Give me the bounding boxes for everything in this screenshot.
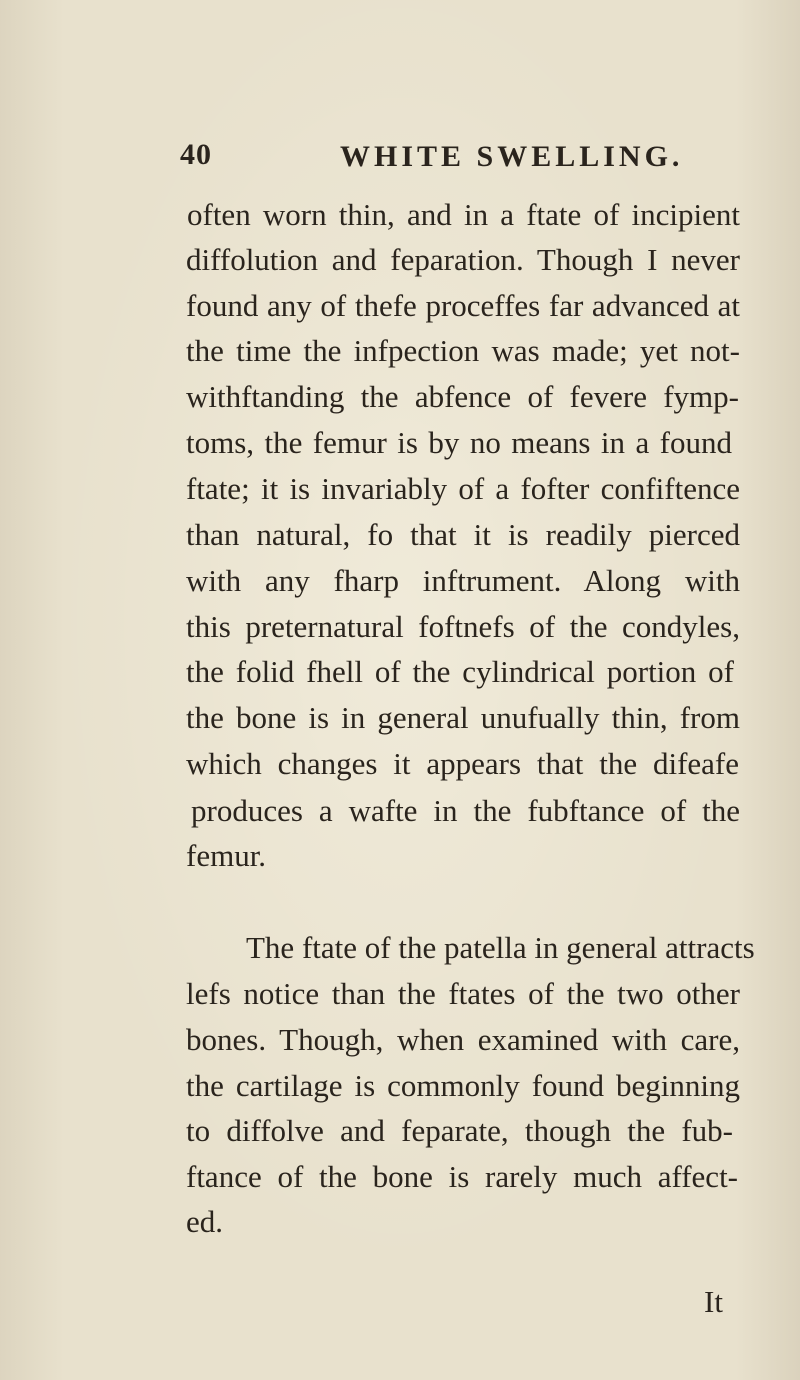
text-line: diffolution and feparation. Though I never xyxy=(186,242,740,277)
text-line: lefs notice than the ftates of the two other xyxy=(186,976,740,1011)
text-line: the time the infpection was made; yet not- xyxy=(186,333,740,368)
text-line: often worn thin, and in a ftate of incipient xyxy=(187,197,740,232)
catchword: It xyxy=(704,1284,723,1319)
text-line: The ftate of the patella in general attracts xyxy=(246,930,755,965)
text-line: ftance of the bone is rarely much affect- xyxy=(186,1159,738,1194)
text-line: femur. xyxy=(186,838,267,873)
text-line: this preternatural foftnefs of the condyles, xyxy=(186,609,740,644)
text-line: toms, the femur is by no means in a found xyxy=(186,425,732,460)
text-line: the folid fhell of the cylindrical portion of xyxy=(186,654,734,689)
text-line: which changes it appears that the difeafe xyxy=(186,746,739,781)
text-line: with any fharp inftrument. Along with xyxy=(186,563,740,598)
page-header xyxy=(0,138,800,178)
text-line: ftate; it is invariably of a fofter confiftence xyxy=(186,471,740,506)
text-line: bones. Though, when examined with care, xyxy=(186,1022,740,1057)
text-line: the bone is in general unufually thin, from xyxy=(186,700,740,735)
running-head: WHITE SWELLING. xyxy=(340,140,684,173)
page-number: 40 xyxy=(180,138,212,171)
text-line: than natural, fo that it is readily pierced xyxy=(186,517,740,552)
text-line: produces a wafte in the fubftance of the xyxy=(191,793,740,828)
text-line: the cartilage is commonly found beginning xyxy=(186,1068,740,1103)
text-line: found any of thefe proceffes far advanced at xyxy=(186,288,740,323)
text-line: ed. xyxy=(186,1204,224,1239)
text-line: withftanding the abfence of fevere fymp- xyxy=(186,379,739,414)
text-line: to diffolve and feparate, though the fub- xyxy=(186,1113,733,1148)
